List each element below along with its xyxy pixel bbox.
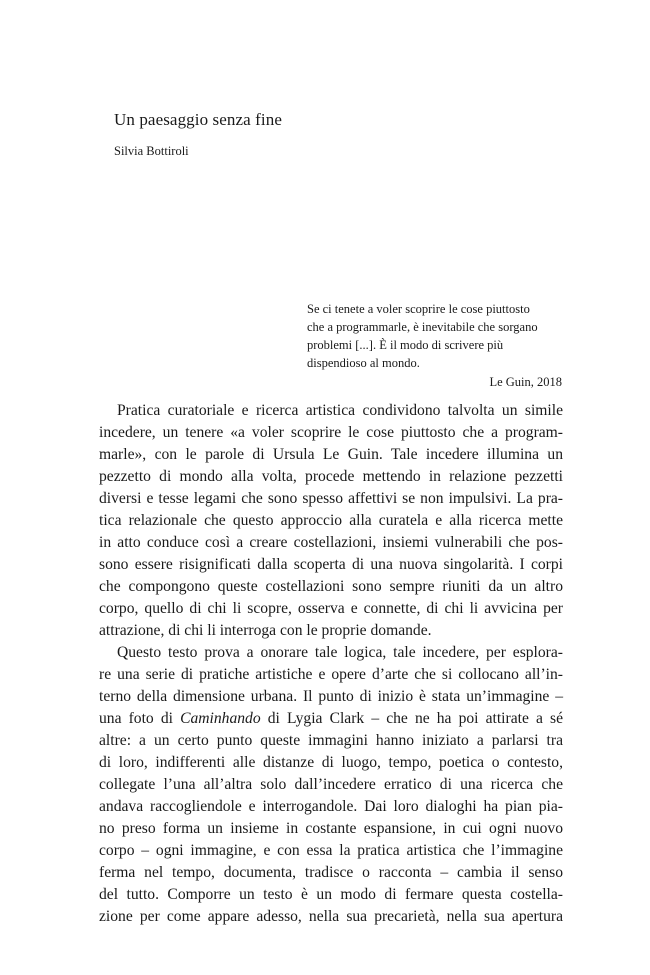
epigraph-citation: Le Guin, 2018 [489,375,562,389]
body-line: incedere, un tenere «a voler scoprire le cose piuttosto che a program- [99,424,563,441]
epigraph-line: problemi [...]. È il modo di scrivere più [307,338,504,352]
body-line: pezzetto di mondo alla volta, procede mettendo in relazione pezzetti [99,468,563,485]
epigraph-line: Se ci tenete a voler scoprire le cose piuttosto [307,302,530,316]
body-line: diversi e tesse legami che sono spesso affettivi se non impulsivi. La pra- [99,490,563,507]
body-line: Questo testo prova a onorare tale logica, tale incedere, per esplora- [117,644,563,661]
body-line-segment: una foto di [99,710,181,727]
body-line: re una serie di pratiche artistiche e opere d’arte che si collocano all’in- [99,666,563,683]
body-line: collegate l’una all’altra solo dall’incedere erratico di una ricerca che [99,776,563,793]
body-line: Pratica curatoriale e ricerca artistica condividono talvolta un simile [117,402,563,419]
body-line: corpo – ogni immagine, e con essa la pratica artistica che l’immagine [99,842,563,859]
body-line: di loro, indifferenti alle distanze di luogo, tempo, poetica o contesto, [99,754,563,771]
epigraph [307,300,562,391]
body-line [99,708,563,730]
body-line: che compongono queste costellazioni sono sempre riuniti da un altro [99,578,563,595]
body-line: marle», con le parole di Ursula Le Guin. Tale incedere illumina un [99,446,563,463]
chapter-title: Un paesaggio senza fine [114,110,282,129]
artwork-title: Caminhando [180,710,261,727]
body-line: tica relazionale che questo approccio alla curatela e alla ricerca mette [99,512,563,529]
epigraph-line: che a programmarle, è inevitabile che sorgano [307,320,538,334]
author-name: Silvia Bottiroli [114,144,189,158]
body-line-segment: di Lygia Clark – che ne ha poi attirate a sé [260,710,563,727]
body-line: andava raccogliendole e interrogandole. Dai loro dialoghi ha pian pia- [99,798,563,815]
body-line: ferma nel tempo, documenta, tradisce o racconta – cambia il senso [99,864,563,881]
body-line: no preso forma un insieme in costante espansione, in cui ogni nuovo [99,820,563,837]
body-text [99,400,563,928]
epigraph-line: dispendioso al mondo. [307,356,420,370]
body-line: sono essere risignificati dalla scoperta di una nuova singolarità. I corpi [99,556,563,573]
body-line: altre: a un certo punto queste immagini hanno iniziato a parlarsi tra [99,732,563,749]
body-line: in atto conduce così a creare costellazioni, insiemi vulnerabili che pos- [99,534,563,551]
body-line: attrazione, di chi li interroga con le proprie domande. [99,622,432,639]
body-line: zione per come appare adesso, nella sua precarietà, nella sua apertura [99,908,563,925]
body-line: terno della dimensione urbana. Il punto di inizio è stata un’immagine – [99,688,563,705]
body-line: del tutto. Comporre un testo è un modo di fermare questa costella- [99,886,563,903]
body-line: corpo, quello di chi li scopre, osserva e connette, di chi li avvicina per [99,600,563,617]
